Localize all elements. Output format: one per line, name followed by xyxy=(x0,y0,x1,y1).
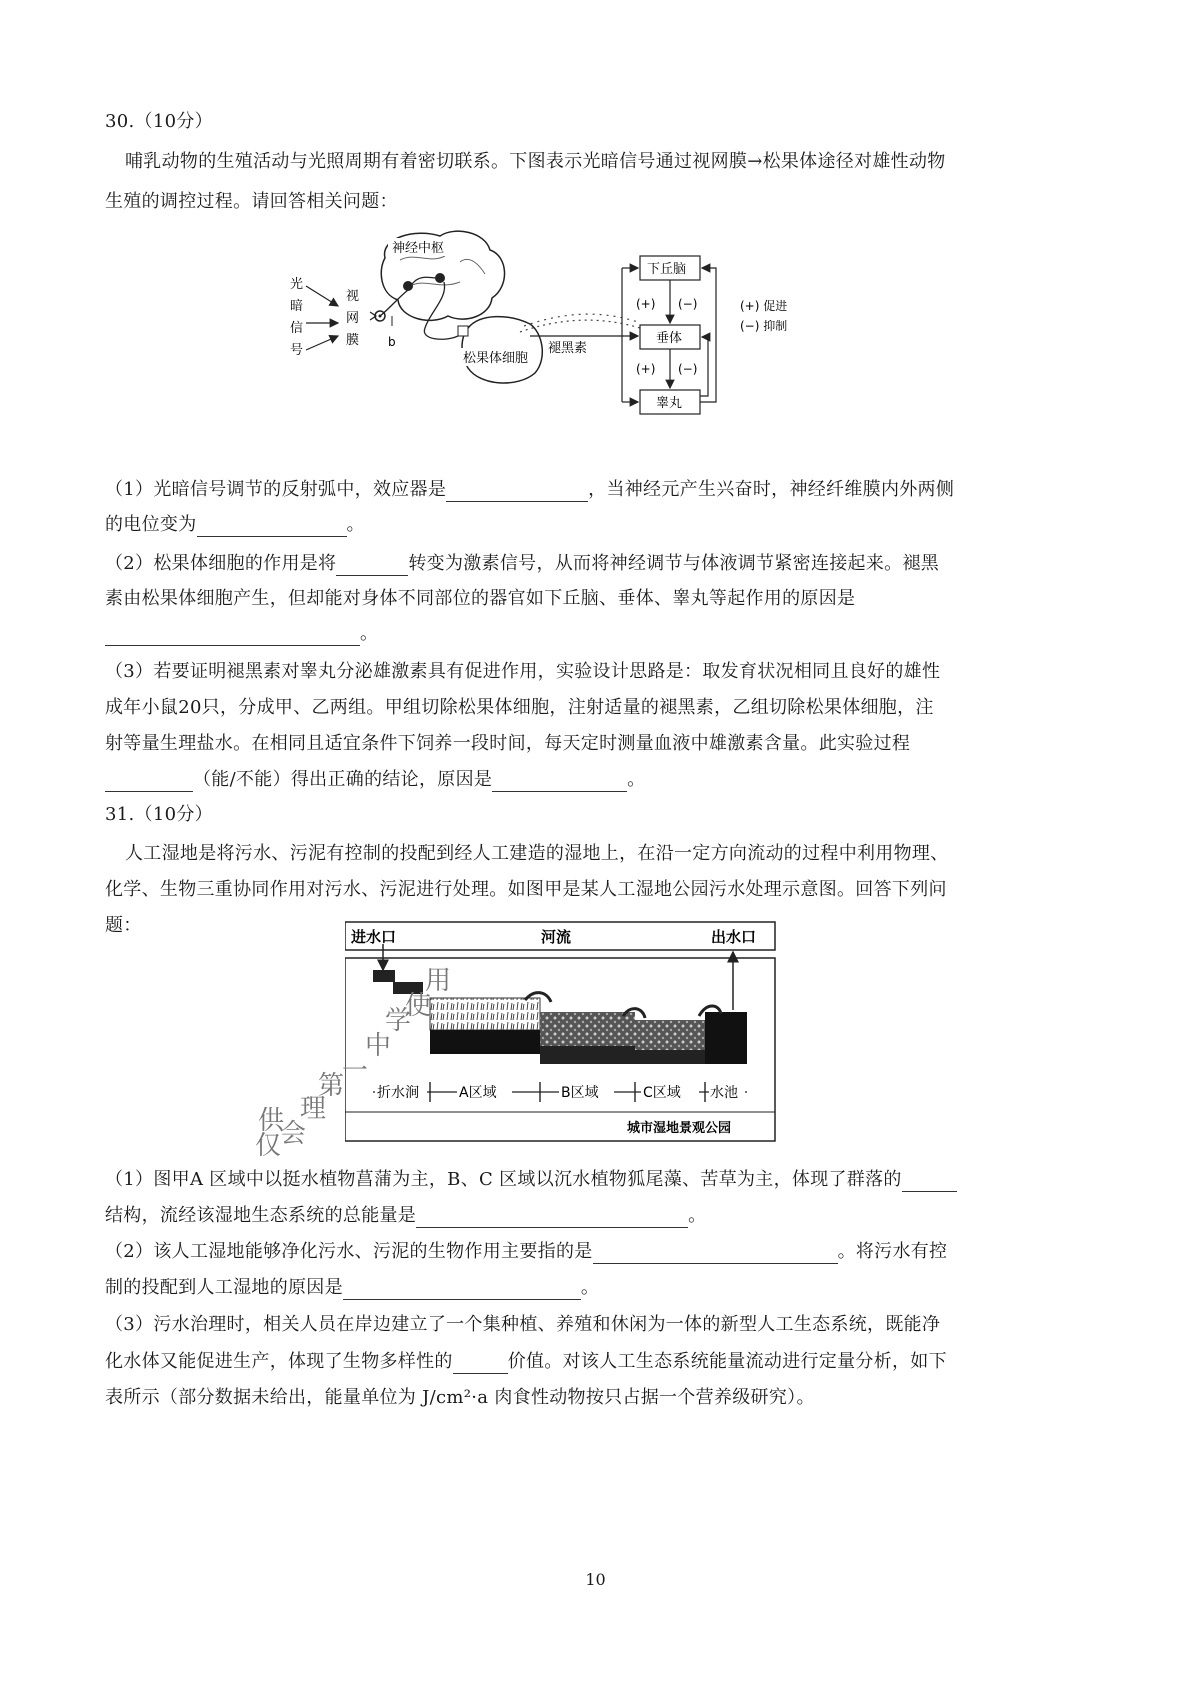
watermark-char: 中 xyxy=(365,1031,392,1061)
q30-sub1-text-c: 的电位变为 xyxy=(105,514,197,535)
label-melatonin: 褪黑素 xyxy=(548,341,588,356)
label-minus-1: (−) xyxy=(678,297,698,311)
label-river: 河流 xyxy=(541,928,572,946)
label-region-b: B区域 xyxy=(561,1085,599,1101)
q31-sub3-line3: 表所示（部分数据未给出，能量单位为 J/cm²·a 肉食性动物按只占据一个营养级研究）。 xyxy=(105,1387,815,1408)
q31-sub2-line1 xyxy=(105,1240,947,1264)
label-region-a: A区域 xyxy=(459,1085,497,1101)
label-park: 城市湿地景观公园 xyxy=(627,1121,732,1136)
label-inlet: 进水口 xyxy=(351,928,397,946)
watermark-char: 供 xyxy=(258,1106,285,1136)
watermark-char: 使 xyxy=(405,991,432,1021)
q31-sub1-text-a: （1）图甲A 区域中以挺水植物菖蒲为主，B、C 区域以沉水植物狐尾藻、苦草为主，体现了群落的 xyxy=(105,1169,902,1190)
label-region-c: C区域 xyxy=(643,1085,681,1101)
q31-sub3-text-c: 价值。对该人工生态系统能量流动进行定量分析，如下 xyxy=(507,1351,947,1372)
label-pool: 水池 xyxy=(710,1085,738,1101)
label-xin: 信 xyxy=(290,321,304,336)
watermark-char: 学 xyxy=(385,1006,412,1036)
legend-promote: (+) 促进 xyxy=(740,299,788,313)
answer-blank[interactable] xyxy=(453,1355,508,1374)
q31-sub2-text-b: 。将污水有控 xyxy=(837,1241,948,1262)
q30-sub3-line3: 射等量生理盐水。在相同且适宜条件下饲养一段时间，每天定时测量血液中雄激素含量。此实验过程 xyxy=(105,733,911,754)
legend-inhibit: (−) 抑制 xyxy=(740,319,788,333)
label-wang: 网 xyxy=(346,311,360,326)
label-an: 暗 xyxy=(290,299,304,314)
q30-sub1-text-b: ，当神经元产生兴奋时，神经纤维膜内外两侧 xyxy=(588,479,955,500)
q31-sub1-text-b: 结构，流经该湿地生态系统的总能量是 xyxy=(105,1205,417,1226)
q30-sub3-text-e: 。 xyxy=(627,769,646,790)
answer-blank[interactable] xyxy=(105,627,360,646)
label-hao: 号 xyxy=(290,343,304,358)
label-zheshuijian: 折水涧 xyxy=(377,1085,419,1101)
q30-sub3-text-d: （能/不能）得出正确的结论，原因是 xyxy=(193,769,493,790)
answer-blank[interactable] xyxy=(336,557,408,576)
box-hypothalamus: 下丘脑 xyxy=(647,262,687,277)
q30-sub2-line2: 素由松果体细胞产生，但却能对身体不同部位的器官如下丘脑、垂体、睾丸等起作用的原因是 xyxy=(105,588,856,609)
q31-sub1-line1 xyxy=(105,1168,957,1192)
label-neural-center: 神经中枢 xyxy=(392,241,445,256)
q30-sub2-text-d: 。 xyxy=(360,623,379,644)
label-guang: 光 xyxy=(290,277,304,292)
q30-intro-line1: 哺乳动物的生殖活动与光照周期有着密切联系。下图表示光暗信号通过视网膜→松果体途径对雄性动物 xyxy=(125,151,946,172)
label-pineal: 松果体细胞 xyxy=(463,351,529,366)
watermark-char: 理 xyxy=(300,1094,327,1124)
watermark-char: 一 xyxy=(342,1056,369,1086)
label-outlet: 出水口 xyxy=(711,928,757,946)
q30-sub2-line3 xyxy=(105,622,378,646)
q30-sub3-line4 xyxy=(105,768,645,792)
q30-sub3-line1: （3）若要证明褪黑素对睾丸分泌雄激素具有促进作用，实验设计思路是：取发育状况相同且良好的雄性 xyxy=(105,661,941,682)
answer-blank[interactable] xyxy=(416,1209,688,1228)
q30-intro-line2: 生殖的调控过程。请回答相关问题： xyxy=(105,191,398,212)
box-testis: 睾丸 xyxy=(656,396,683,411)
label-mo: 膜 xyxy=(346,333,360,348)
answer-blank[interactable] xyxy=(593,1245,838,1264)
q31-sub2-line2 xyxy=(105,1276,599,1300)
q31-sub3-text-b: 化水体又能促进生产，体现了生物多样性的 xyxy=(105,1351,453,1372)
q30-sub2-line1 xyxy=(105,552,939,576)
answer-blank[interactable] xyxy=(343,1281,581,1300)
q30-sub2-text-a: （2）松果体细胞的作用是将 xyxy=(105,553,337,574)
q31-sub1-text-c: 。 xyxy=(688,1205,707,1226)
answer-blank[interactable] xyxy=(902,1173,957,1192)
label-b: b xyxy=(388,335,396,349)
label-shi: 视 xyxy=(346,289,360,304)
q31-sub2-text-d: 。 xyxy=(580,1277,600,1298)
q31-sub3-line2 xyxy=(105,1350,947,1374)
watermark-char: 仅 xyxy=(255,1131,282,1161)
answer-blank[interactable] xyxy=(105,773,193,792)
page-number: 10 xyxy=(585,1570,606,1589)
q31-intro-line3: 题： xyxy=(105,915,142,936)
label-plus-1: (+) xyxy=(636,297,656,311)
q30-sub1-line2 xyxy=(105,513,365,537)
q31-intro-line1: 人工湿地是将污水、污泥有控制的投配到经人工建造的湿地上，在沿一定方向流动的过程中利用物理、 xyxy=(125,843,949,864)
q31-header: 31.（10分） xyxy=(105,804,213,825)
q30-sub3-line2: 成年小鼠20只，分成甲、乙两组。甲组切除松果体细胞，注射适量的褪黑素，乙组切除松果体细胞，注 xyxy=(105,697,934,718)
watermark-char: 会 xyxy=(280,1119,307,1149)
q30-header: 30.（10分） xyxy=(105,111,213,132)
q30-sub1-text-a: （1）光暗信号调节的反射弧中，效应器是 xyxy=(105,479,447,500)
label-plus-2: (+) xyxy=(636,362,656,376)
q30-sub1-line1 xyxy=(105,478,954,502)
label-minus-2: (−) xyxy=(678,362,698,376)
answer-blank[interactable] xyxy=(197,518,347,537)
q31-sub2-text-c: 制的投配到人工湿地的原因是 xyxy=(105,1277,343,1298)
answer-blank[interactable] xyxy=(446,483,588,502)
watermark-char: 第 xyxy=(318,1071,345,1101)
q30-sub2-text-b: 转变为激素信号，从而将神经调节与体液调节紧密连接起来。褪黑 xyxy=(408,553,940,574)
q31-sub3-line1: （3）污水治理时，相关人员在岸边建立了一个集种植、养殖和休闲为一体的新型人工生态系统，既能净 xyxy=(105,1314,941,1335)
box-pituitary: 垂体 xyxy=(656,331,683,346)
answer-blank[interactable] xyxy=(492,773,627,792)
regulation-diagram xyxy=(280,228,840,428)
q31-sub1-line2 xyxy=(105,1204,706,1228)
watermark-char: 用 xyxy=(425,966,452,996)
q31-intro-line2: 化学、生物三重协同作用对污水、污泥进行处理。如图甲是某人工湿地公园污水处理示意图。回答下列问 xyxy=(105,879,947,900)
q30-sub1-text-d: 。 xyxy=(346,514,365,535)
q31-sub2-text-a: （2）该人工湿地能够净化污水、污泥的生物作用主要指的是 xyxy=(105,1241,593,1262)
